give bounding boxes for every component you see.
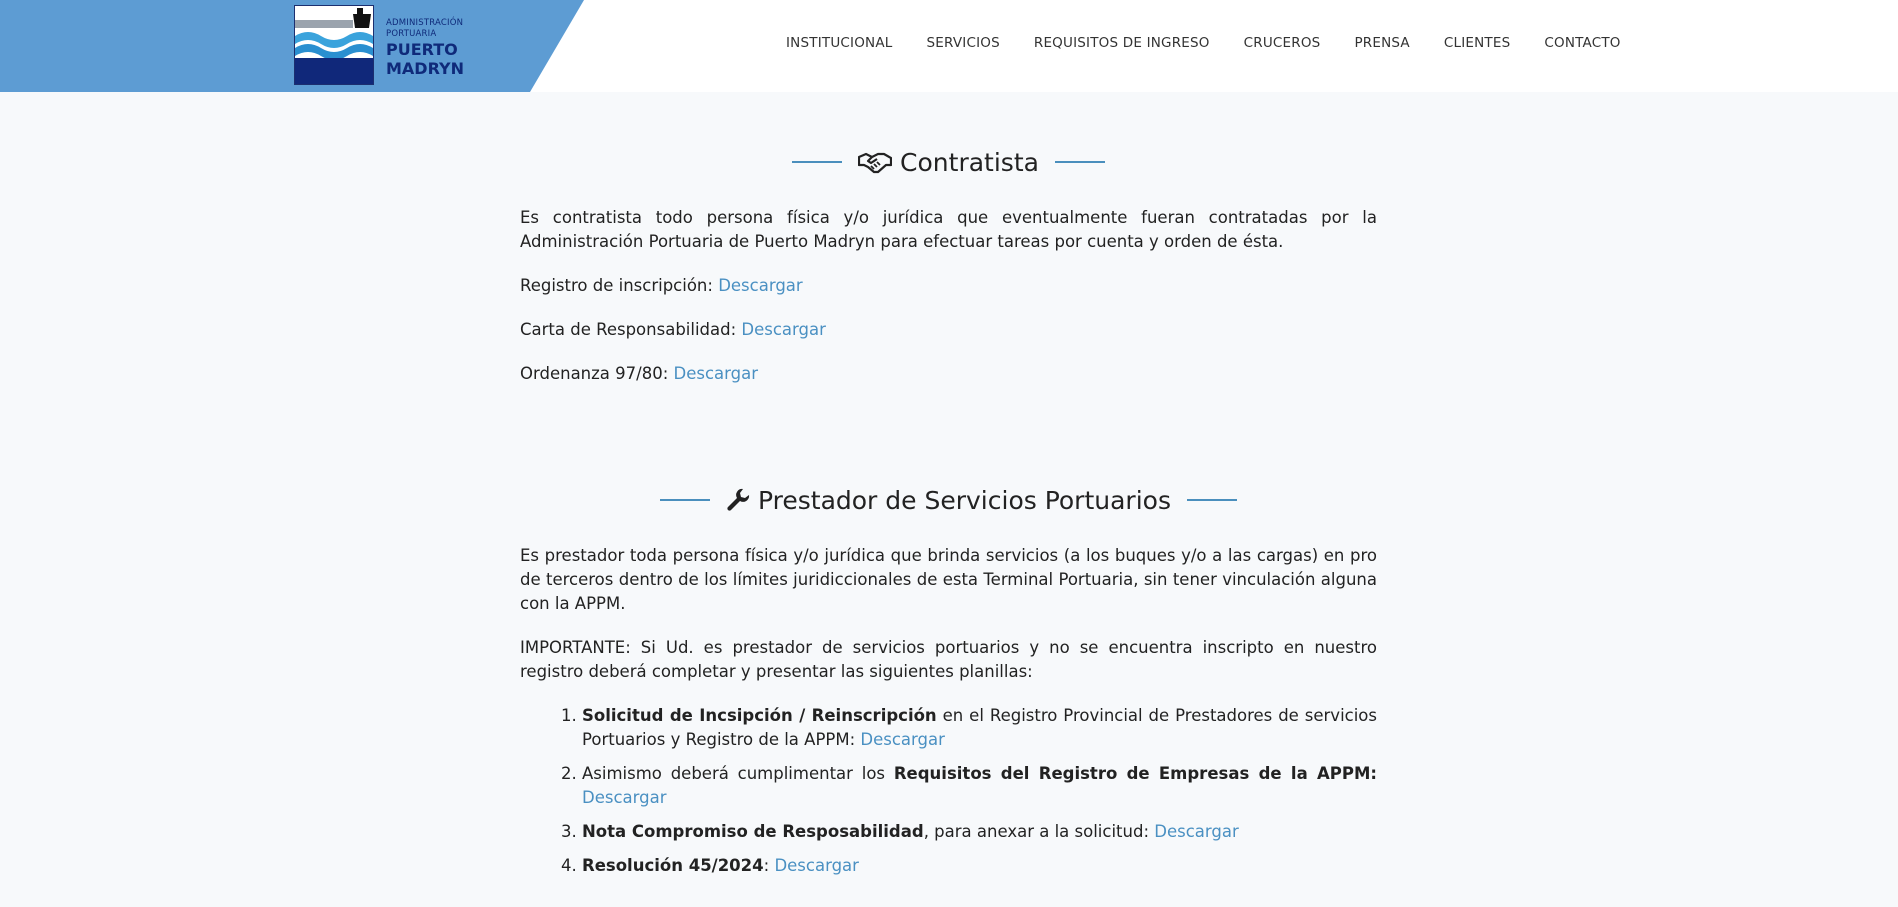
main-content (520, 92, 1377, 888)
wrench-icon (726, 488, 750, 512)
download-link[interactable]: Descargar (774, 856, 859, 875)
item-bold: Requisitos del Registro de Empresas de la APPM: (893, 764, 1377, 783)
nav-contacto[interactable]: CONTACTO (1544, 35, 1621, 51)
item-text: : (763, 856, 775, 875)
nav-servicios[interactable]: SERVICIOS (926, 35, 1000, 51)
item-text: , para anexar a la solicitud: (923, 822, 1155, 841)
logo-line-1: ADMINISTRACIÓN (386, 18, 464, 28)
list-item (582, 704, 1377, 752)
doc-row-registro (520, 274, 1377, 298)
main-nav (786, 35, 1655, 51)
item-bold: Nota Compromiso de Resposabilidad (582, 822, 924, 841)
nav-requisitos-de-ingreso[interactable]: REQUISITOS DE INGRESO (1033, 35, 1210, 51)
site-header (0, 0, 1898, 92)
download-link[interactable]: Descargar (741, 320, 826, 339)
download-link[interactable]: Descargar (718, 276, 803, 295)
requirements-list (520, 704, 1377, 878)
download-link[interactable]: Descargar (860, 730, 945, 749)
prestador-important: IMPORTANTE: Si Ud. es prestador de servicios portuarios y no se encuentra inscripto en nuestro registro deberá completar y presentar las siguientes planillas: (520, 638, 1377, 681)
item-bold: Resolución 45/2024 (582, 856, 764, 875)
nav-prensa[interactable]: PRENSA (1354, 35, 1410, 51)
title-divider-right (1187, 499, 1237, 501)
logo-line-3: PUERTO (386, 40, 458, 59)
nav-cruceros[interactable]: CRUCEROS (1243, 35, 1321, 51)
nav-clientes[interactable]: CLIENTES (1443, 35, 1511, 51)
contratista-title (520, 142, 1377, 182)
doc-label: Ordenanza 97/80: (520, 364, 674, 383)
title-divider-left (792, 161, 842, 163)
item-text: Asimismo deberá cumplimentar los (582, 764, 894, 783)
doc-label: Registro de inscripción: (520, 276, 719, 295)
download-link[interactable]: Descargar (673, 364, 759, 383)
list-item (582, 854, 1377, 878)
handshake-icon (858, 150, 892, 174)
contratista-description: Es contratista todo persona física y/o jurídica que eventualmente fueran contratadas por la Administración Portuaria de Puerto Madryn para efectuar tareas por cuenta y orden de ésta. (520, 208, 1377, 251)
logo-text (386, 18, 464, 78)
download-link[interactable]: Descargar (1154, 822, 1239, 841)
logo-line-2: PORTUARIA (386, 29, 437, 39)
title-divider-right (1055, 161, 1105, 163)
list-item (582, 762, 1377, 810)
item-text: en el Registro Provincial de Prestadores de servicios Portuarios y Registro de la APPM: (582, 706, 1377, 749)
prestador-description: Es prestador toda persona física y/o jurídica que brinda servicios (a los buques y/o a las cargas) en pro de terceros dentro de los límites juridiccionales de esta Terminal Portuaria, sin tener vinculación alguna con la APPM. (520, 546, 1377, 613)
brand-band (0, 0, 584, 92)
doc-row-ordenanza (520, 362, 1377, 386)
title-divider-left (660, 499, 710, 501)
nav-institucional[interactable]: INSTITUCIONAL (786, 35, 893, 51)
download-link[interactable]: Descargar (582, 788, 667, 807)
contratista-title-text: Contratista (900, 147, 1039, 177)
doc-row-carta (520, 318, 1377, 342)
list-item (582, 820, 1377, 844)
logo-icon[interactable] (294, 5, 374, 85)
doc-label: Carta de Responsabilidad: (520, 320, 742, 339)
logo-line-4: MADRYN (386, 59, 465, 78)
item-bold: Solicitud de Incsipción / Reinscripción (582, 706, 937, 725)
prestador-title (520, 480, 1377, 520)
prestador-title-text: Prestador de Servicios Portuarios (758, 485, 1171, 515)
